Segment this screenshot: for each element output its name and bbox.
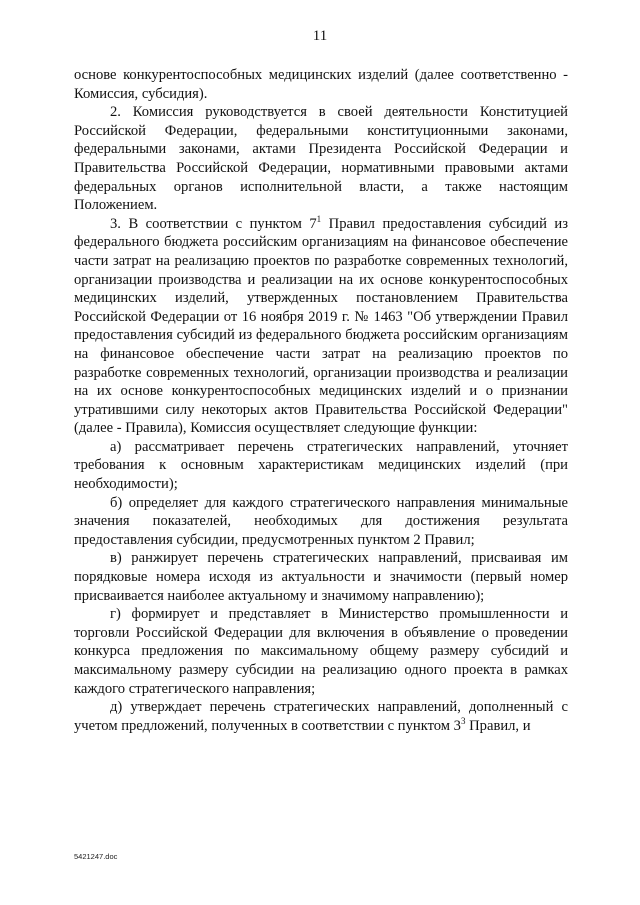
paragraph-3-start: 3. В соответствии с пунктом 7 — [110, 215, 317, 232]
paragraph-3 — [74, 215, 568, 438]
paragraph-3-rest: Правил предоставления субсидий из федерального бюджета российским организациям на финансовое обеспечение части затрат на реализацию проектов по разработке современных технологий, организации производства и реализации на их основе конкурентоспособных медицинских изделий, утвержденных постановлением Правительства Российской Федерации от 16 ноября 2019 г. № 1463 "Об утверждении Правил предоставления субсидий из федерального бюджета российским организациям на финансовое обеспечение части затрат на реализацию проектов по разработке современных технологий, организации производства и реализации на их основе конкурентоспособных медицинских изделий и о признании утратившими силу некоторых актов Правительства Российской Федерации" (далее - Правила), Комиссия осуществляет следующие функции: — [74, 215, 568, 437]
file-name-footer: 5421247.doc — [74, 852, 118, 861]
item-d-rest: Правил, и — [465, 717, 531, 734]
item-g: г) формирует и представляет в Министерство промышленности и торговли Российской Федерации для включения в объявление о проведении конкурса предложения по максимальному общему размеру субсидий и максимальному размеру субсидии на реализацию одного проекта в рамках каждого стратегического направления; — [74, 606, 568, 697]
superscript: 3 — [460, 715, 466, 726]
superscript: 1 — [316, 213, 322, 224]
item-d-start: д) утверждает перечень стратегических направлений, дополненный с учетом предложений, полученных в соответствии с пунктом 3 — [74, 699, 568, 734]
item-v: в) ранжирует перечень стратегических направлений, присваивая им порядковые номера исходя из актуальности и значимости (первый номер присваивается наиболее актуальному и значимому направлению); — [74, 550, 568, 604]
paragraph-2: 2. Комиссия руководствуется в своей деятельности Конституцией Российской Федерации, федеральными конституционными законами, федеральными законами, актами Президента Российской Федерации и Правительства Российской Федерации, нормативными правовыми актами федеральных органов исполнительной власти, а также настоящим Положением. — [74, 104, 568, 214]
paragraph-continuation: основе конкурентоспособных медицинских изделий (далее соответственно - Комиссия, субсидия). — [74, 67, 568, 102]
item-d — [74, 698, 568, 735]
page-number: 11 — [312, 28, 328, 44]
document-body — [74, 66, 568, 735]
item-a: а) рассматривает перечень стратегических направлений, уточняет требования к основным характеристикам медицинских изделий (при необходимости); — [74, 438, 568, 493]
item-b: б) определяет для каждого стратегического направления минимальные значения показателей, необходимых для достижения результата предоставления субсидии, предусмотренных пунктом 2 Правил; — [74, 494, 568, 548]
